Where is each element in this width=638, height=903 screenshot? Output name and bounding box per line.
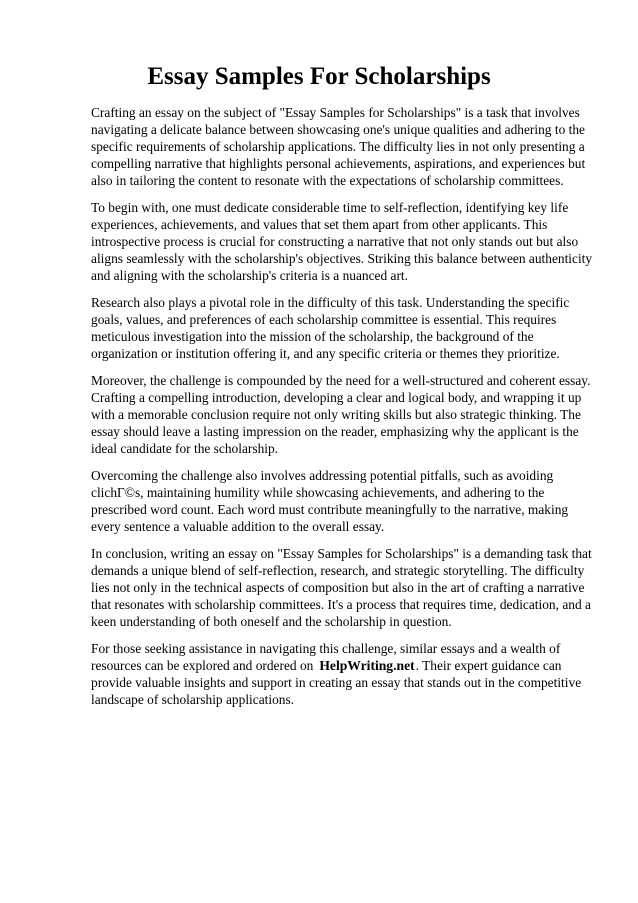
closing-text-before-link: For those seeking assistance in navigating this challenge, similar essays and a wealth of resources can be explored and ordered on <box>91 641 561 673</box>
paragraph-6: In conclusion, writing an essay on "Essay Samples for Scholarships" is a demanding task that demands a unique blend of self-reflection, research, and strategic storytelling. The difficulty lies not only in the technical aspects of composition but also in the art of crafting a narrative that resonates with scholarship committees. It's a process that requires time, dedication, and a keen understanding of both oneself and the scholarship in question. <box>91 546 592 629</box>
paragraph-4: Moreover, the challenge is compounded by the need for a well-structured and coherent essay. Crafting a compelling introduction, developing a clear and logical body, and wrapping it up with a memorable conclusion require not only writing skills but also strategic thinking. The essay should leave a lasting impression on the reader, emphasizing why the applicant is the ideal candidate for the scholarship. <box>91 373 591 456</box>
paragraph-5: Overcoming the challenge also involves addressing potential pitfalls, such as avoiding clichГ©s, maintaining humility while showcasing achievements, and adhering to the prescribed word count. Each word must contribute meaningfully to the narrative, making every sentence a valuable addition to the overall essay. <box>91 468 569 534</box>
paragraph-2: To begin with, one must dedicate considerable time to self-reflection, identifying key life experiences, achievements, and values that set them apart from other applicants. This introspective process is crucial for constructing a narrative that not only stands out but also aligns seamlessly with the scholarship's objectives. Striking this balance between authenticity and aligning with the scholarship's criteria is a nuanced art. <box>91 200 593 283</box>
closing-text-after-link: . Their expert guidance can provide valuable insights and support in creating an essay that stands out in the competitive landscape of scholarship applications. <box>91 658 582 707</box>
paragraph-3: Research also plays a pivotal role in the difficulty of this task. Understanding the specific goals, values, and preferences of each scholarship committee is essential. This requires meticulous investigation into the mission of the scholarship, the background of the organization or institution offering it, and any specific criteria or themes they prioritize. <box>91 295 570 361</box>
helpwriting-link[interactable]: HelpWriting.net <box>319 658 415 673</box>
paragraph-closing <box>91 640 599 708</box>
page-title: Essay Samples For Scholarships <box>147 63 491 90</box>
paragraph-1: Crafting an essay on the subject of "Essay Samples for Scholarships" is a task that involves navigating a delicate balance between showcasing one's unique qualities and adhering to the specific requirements of scholarship applications. The difficulty lies in not only presenting a compelling narrative that highlights personal achievements, aspirations, and experiences but also in tailoring the content to resonate with the expectations of scholarship committees. <box>91 105 586 188</box>
document-body <box>91 104 599 718</box>
